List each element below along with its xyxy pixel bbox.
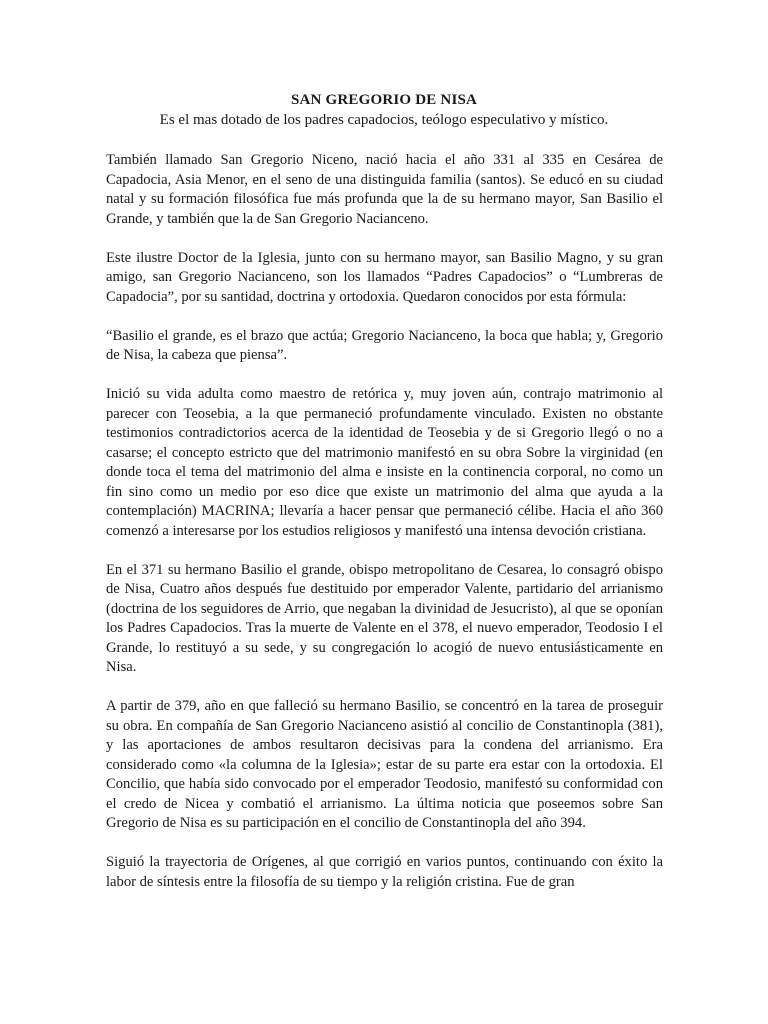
paragraph: Este ilustre Doctor de la Iglesia, junto con su hermano mayor, san Basilio Magno, y su gran amigo, san Gregorio Nacianceno, son los llamados “Padres Capadocios” o “Lumbreras de Capadocia”, por su santidad, doctrina y ortodoxia. Quedaron conocidos por esta fórmula:: [106, 249, 663, 305]
paragraph: Inició su vida adulta como maestro de retórica y, muy joven aún, contrajo matrimonio al parecer con Teosebia, a la que permaneció profundamente vinculado. Existen no obstante testimonios contradictorios acerca de la identidad de Teosebia y de si Gregorio llegó o no a casarse; el concepto estricto que del matrimonio manifestó en su obra Sobre la virginidad (en donde toca el tema del matrimonio del alma e insiste en la continencia corporal, no como un fin sino como un medio por eso dice que existe un matrimonio del alma que ayuda a la contemplación) MACRINA; llevaría a hacer pensar que permaneció célibe. Hacia el año 360 comenzó a interesarse por los estudios religiosos y manifestó una intensa devoción cristiana.: [106, 386, 663, 539]
document-body: [106, 151, 663, 912]
quote-paragraph: “Basilio el grande, es el brazo que actúa; Gregorio Nacianceno, la boca que habla; y, Gregorio de Nisa, la cabeza que piensa”.: [106, 327, 663, 363]
document-title: SAN GREGORIO DE NISA: [290, 92, 478, 108]
paragraph: También llamado San Gregorio Niceno, nació hacia el año 331 al 335 en Cesárea de Capadocia, Asia Menor, en el seno de una distinguida familia (santos). Se educó en su ciudad natal y su formación filosófica fue más profunda que la de su hermano mayor, San Basilio el Grande, y también que la de San Gregorio Nacianceno.: [106, 152, 663, 227]
paragraph: Siguió la trayectoria de Orígenes, al que corrigió en varios puntos, continuando con éxito la labor de síntesis entre la filosofía de su tiempo y la religión cristina. Fue de gran: [106, 854, 663, 890]
paragraph: A partir de 379, año en que falleció su hermano Basilio, se concentró en la tarea de proseguir su obra. En compañía de San Gregorio Nacianceno asistió al concilio de Constantinopla (381), y las aportaciones de ambos resultaron decisivas para la condena del arrianismo. Era considerado como «la columna de la Iglesia»; estar de su parte era estar con la ortodoxia. El Concilio, que había sido convocado por el emperador Teodosio, manifestó su conformidad con el credo de Nicea y combatió el arrianismo. La última noticia que poseemos sobre San Gregorio de Nisa es su participación en el concilio de Constantinopla del año 394.: [106, 698, 663, 831]
document-subtitle: Es el mas dotado de los padres capadocios, teólogo especulativo y místico.: [159, 112, 609, 128]
paragraph: En el 371 su hermano Basilio el grande, obispo metropolitano de Cesarea, lo consagró obispo de Nisa, Cuatro años después fue destituido por emperador Valente, partidario del arrianismo (doctrina de los seguidores de Arrio, que negaban la divinidad de Jesucristo), al que se oponían los Padres Capadocios. Tras la muerte de Valente en el 378, el nuevo emperador, Teodosio I el Grande, lo restituyó a su sede, y su congregación lo acogió de nuevo entusiásticamente en Nisa.: [106, 561, 663, 675]
